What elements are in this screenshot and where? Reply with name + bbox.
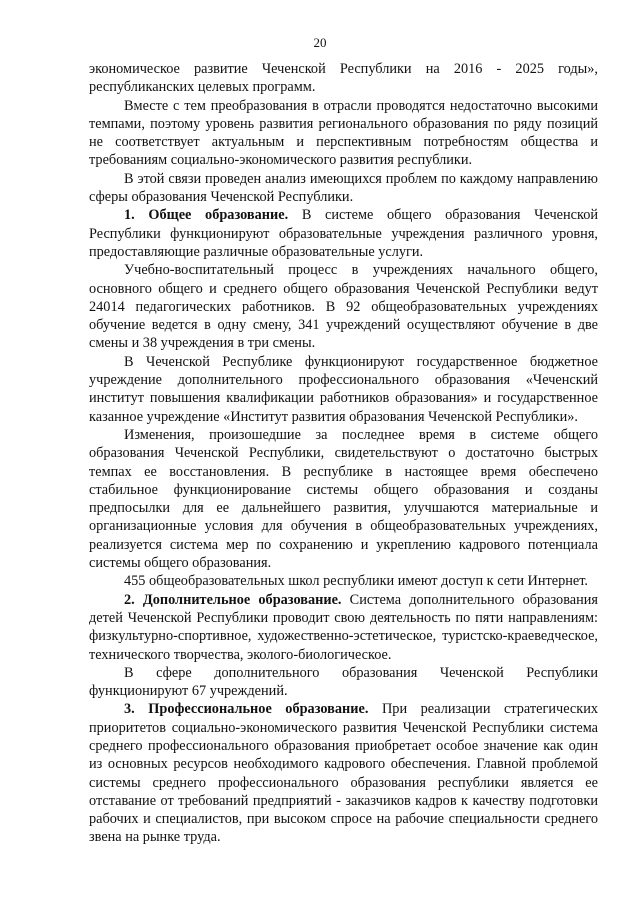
paragraph-teaching-staff: [89, 261, 598, 352]
paragraph-additional-institutions: [89, 664, 598, 701]
paragraph-text: экономическое развитие Чеченской Республики на 2016 - 2025 годы», республиканских целевых программ.: [89, 61, 598, 96]
paragraph-analysis-intro: [89, 170, 598, 207]
paragraph-text: В сфере дополнительного образования Чеченской Республики функционируют 67 учреждений.: [89, 664, 598, 700]
paragraph-text: Учебно-воспитательный процесс в учреждениях начального общего, основного общего и среднего общего образования Чеченской Республики ведут 24014 педагогических работников. В 92 общеобразовательных учреждениях обучение ведется в одну смену, 341 учреждений осуществляют обучение в две смены и 38 учреждения в три смены.: [89, 262, 598, 352]
paragraph-additional-education: [89, 591, 598, 664]
paragraph-text: Система дополнительного образования детей Чеченской Республики проводит свою деятельность по пяти направлениям: физкультурно-спортивное, художественно-эстетическое, туристско-краеведческое, технического творчества, эколого-биологическое.: [89, 591, 598, 663]
paragraph-text: В этой связи проведен анализ имеющихся проблем по каждому направлению сферы образования Чеченской Республики.: [89, 170, 598, 206]
paragraph-program-continuation: [89, 60, 598, 97]
paragraph-reform-pace: [89, 97, 598, 170]
page-number: 20: [313, 35, 327, 50]
paragraph-text: Изменения, произошедшие за последнее время в системе общего образования Чеченской Республики, свидетельствуют о достаточно быстрых темпах ее восстановления. В республике в настоящее время обеспечено стабильное функционирование системы общего образования и созданы предпосылки для ее дальнейшего развития, улучшаются материальные и организационные условия для обучения в общеобразовательных учреждениях, реализуется система мер по сохранению и укреплению кадрового потенциала системы общего образования.: [89, 426, 598, 572]
paragraph-text: Вместе с тем преобразования в отрасли проводятся недостаточно высокими темпами, поэтому уровень развития регионального образования по ряду позиций не соответствует актуальным и перспективным потребностям общества и требованиям социально-экономического развития республики.: [89, 97, 598, 169]
paragraph-general-education: [89, 206, 598, 261]
paragraph-text: При реализации стратегических приоритетов социально-экономического развития Чеченской Республики система среднего профессионального образования приобретает особое значение как один из основных ресурсов необходимого кадрового обеспечения. Главной проблемой системы среднего профессионального образования республики является ее отставание от требований предприятий - заказчиков кадров к качеству подготовки рабочих и специалистов, при высоком спросе на рабочие специальности среднего звена на рынке труда.: [89, 701, 598, 846]
section-heading-professional-education: 3. Профессиональное образование.: [124, 701, 369, 718]
paragraph-internet-access: [89, 572, 598, 590]
document-body: [89, 60, 598, 847]
section-heading-general-education: 1. Общее образование.: [124, 207, 289, 224]
paragraph-text: В системе общего образования Чеченской Республики функционируют образовательные учреждения различного уровня, предоставляющие различные образовательные услуги.: [89, 207, 598, 260]
paragraph-institutes: [89, 353, 598, 426]
paragraph-professional-education: [89, 700, 598, 846]
paragraph-text: В Чеченской Республике функционируют государственное бюджетное учреждение дополнительного профессионального образования «Чеченский институт повышения квалификации работников образования» и государственное казанное учреждение «Институт развития образования Чеченской Республики».: [89, 353, 598, 425]
paragraph-text: 455 общеобразовательных школ республики имеют доступ к сети Интернет.: [124, 573, 589, 590]
paragraph-recent-changes: [89, 426, 598, 572]
section-heading-additional-education: 2. Дополнительное образование.: [124, 591, 342, 608]
